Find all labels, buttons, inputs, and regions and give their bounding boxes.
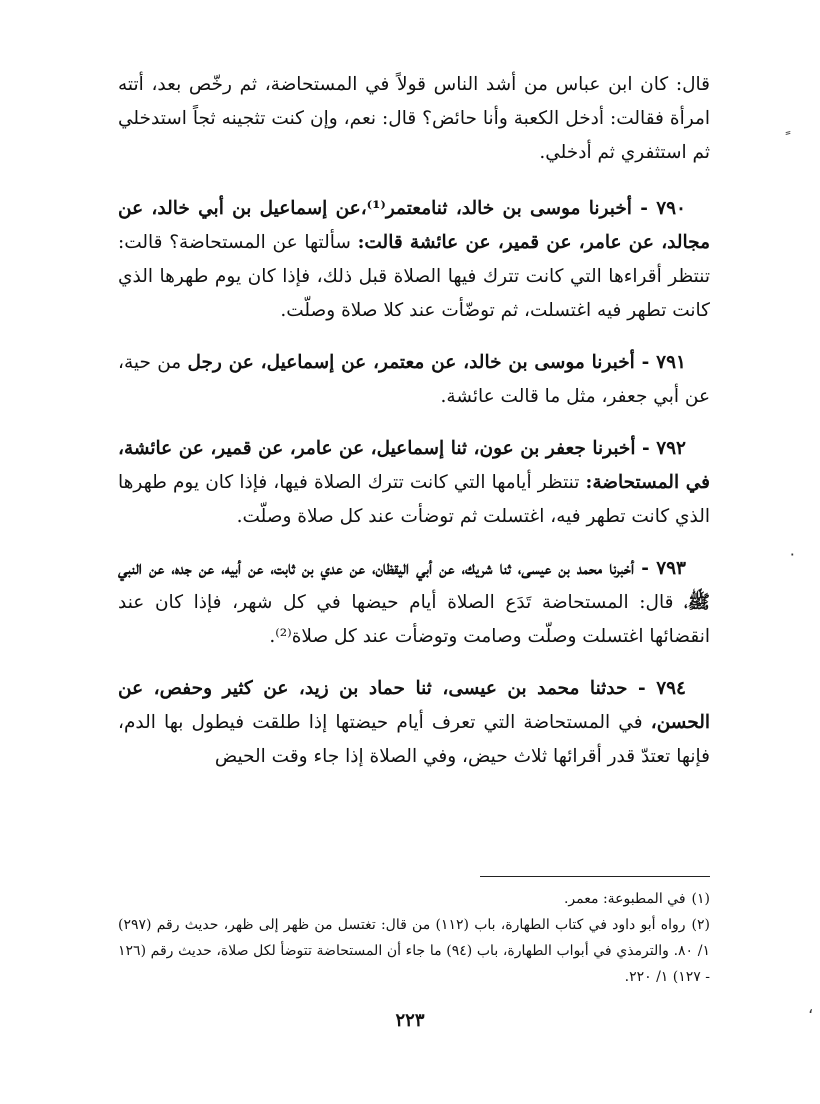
- hadith-isnad: ٧٩٤ - حدثنا محمد بن عيسى، ثنا حماد بن زيد، عن كثير وحفص، عن الحسن،: [118, 678, 710, 733]
- margin-speck-mark: ،: [808, 998, 814, 1017]
- hadith-isnad: ٧٩٢ - أخبرنا جعفر بن عون، ثنا إسماعيل، عن عامر، عن قمير، عن عائشة، في المستحاضة:: [118, 438, 710, 493]
- hadith-793: [118, 552, 710, 654]
- hadith-792: [118, 432, 710, 534]
- hadith-794: [118, 672, 710, 774]
- footnote-2: [118, 912, 710, 990]
- footnotes: [118, 886, 710, 990]
- footnote-number: (١): [691, 891, 710, 907]
- hadith-matn: تنتظر أيامها التي كانت تترك الصلاة فيها، فإذا كان يوم طهرها الذي كانت تطهر فيه، اغتسلت ثم توضأت عند كل صلاة وصلّت.: [118, 472, 710, 527]
- main-text: [118, 68, 710, 792]
- hadith-matn: سألتها عن المستحاضة؟ قالت: تنتظر أقراءها التي كانت تترك فيها الصلاة قبل ذلك، فإذا كان يوم طهرها الذي كانت تطهر فيه اغتسلت، ثم توضّأت عند كلا صلاة وصلّت.: [118, 232, 710, 321]
- margin-speck-mark: ٠: [788, 544, 797, 563]
- footnote-1: [118, 886, 710, 912]
- page-number: ٢٢٣: [395, 1010, 425, 1031]
- hadith-isnad: ٧٩٠ - أخبرنا موسى بن خالد، ثنامعتمر⁽¹⁾،عن إسماعيل بن أبي خالد، عن مجالد، عن عامر، عن قمير، عن عائشة قالت:: [118, 198, 710, 253]
- hadith-790: [118, 192, 710, 328]
- footnote-text: في المطبوعة: معمر.: [563, 891, 686, 907]
- hadith-isnad: ٧٩٣ - أخبرنا محمد بن عيسى، ثنا شريك، عن أبي اليقظان، عن عدي بن ثابت، عن أبيه، عن جده، عن النبي ﷺ،: [118, 558, 710, 613]
- hadith-matn: قال: المستحاضة تَدَع الصلاة أيام حيضها في كل شهر، فإذا كان عند انقضائها اغتسلت وصلّت وصامت وتوضأت عند كل صلاة⁽²⁾.: [118, 592, 710, 647]
- footnote-text: رواه أبو داود في كتاب الطهارة، باب (١١٢) من قال: تغتسل من ظهر إلى ظهر، حديث رقم (٢٩٧) ١/ ٨٠. والترمذي في أبواب الطهارة، باب (٩٤) ما جاء أن المستحاضة تتوضأ لكل صلاة، حديث رقم (١٢٦ - ١٢٧) ١/ ٢٢٠.: [118, 917, 710, 985]
- footnote-divider: [480, 876, 710, 877]
- paragraph-text: قال: كان ابن عباس من أشد الناس قولاً في المستحاضة، ثم رخّص بعد، أتته امرأة فقالت: أدخل الكعبة وأنا حائض؟ قال: نعم، وإن كنت تثجينه ثجاً استدخلي ثم استثفري ثم أدخلي.: [118, 74, 710, 163]
- hadith-791: [118, 346, 710, 414]
- hadith-matn: في المستحاضة التي تعرف أيام حيضتها إذا طلقت فيطول بها الدم، فإنها تعتدّ قدر أقرائها ثلاث حيض، وفي الصلاة إذا جاء وقت الحيض: [118, 712, 710, 767]
- footnote-number: (٢): [691, 917, 711, 933]
- paragraph-intro: [118, 68, 710, 170]
- hadith-isnad: ٧٩١ - أخبرنا موسى بن خالد، عن معتمر، عن إسماعيل، عن رجل: [187, 352, 686, 373]
- hadith-matn: من حية، عن أبي جعفر، مثل ما قالت عائشة.: [118, 352, 710, 407]
